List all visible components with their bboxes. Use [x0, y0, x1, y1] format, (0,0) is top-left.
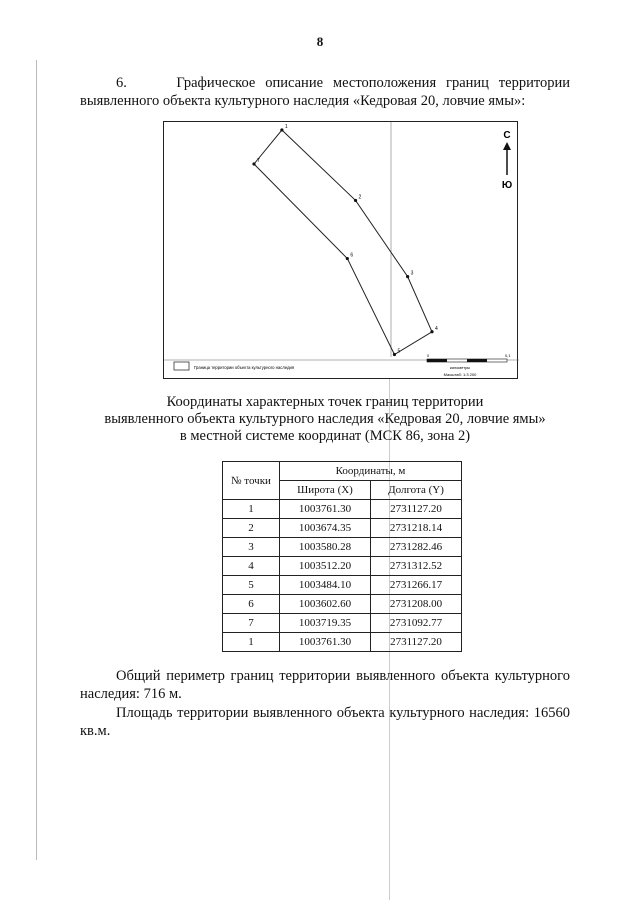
header-latitude: Широта (X): [280, 481, 371, 500]
section-title: Графическое описание местоположения границ территории выявленного объекта культурного наследия «Кедровая 20, ловчие ямы»:: [80, 75, 571, 109]
table-row: [223, 519, 462, 538]
cell-point: 4: [223, 557, 280, 576]
north-label: С: [503, 130, 511, 141]
scale-start: 0: [427, 353, 430, 358]
section-number: 6.: [116, 75, 127, 91]
boundary-point: [406, 275, 409, 278]
cell-point: 1: [223, 500, 280, 519]
caption-line-2: выявленного объекта культурного наследия «Кедровая 20, ловчие ямы»: [104, 411, 546, 427]
cell-x: 1003580.28: [280, 538, 371, 557]
cell-x: 1003602.60: [280, 595, 371, 614]
legend-label: Граница территории объекта культурного наследия: [194, 365, 295, 370]
boundary-map: [163, 121, 518, 379]
boundary-points: [252, 124, 438, 356]
boundary-point-label: 6: [350, 252, 354, 259]
section-heading: [80, 74, 570, 110]
table-row: [223, 576, 462, 595]
header-point-number: № точки: [223, 462, 280, 500]
table-row: [223, 633, 462, 652]
header-coordinates: Координаты, м: [280, 462, 462, 481]
page-number: 8: [316, 34, 324, 49]
boundary-point: [252, 162, 255, 165]
table-caption: [60, 394, 590, 445]
boundary-polygon: [254, 130, 432, 355]
boundary-point-label: 2: [358, 194, 362, 201]
table-row: [223, 557, 462, 576]
legend-swatch: [174, 362, 189, 370]
header-longitude: Долгота (Y): [371, 481, 462, 500]
cell-y: 2731092.77: [371, 614, 462, 633]
boundary-point: [280, 128, 283, 131]
boundary-point: [430, 330, 433, 333]
cell-point: 1: [223, 633, 280, 652]
scale-unit: километры: [449, 365, 471, 370]
cell-point: 2: [223, 519, 280, 538]
cell-point: 5: [223, 576, 280, 595]
north-arrow-icon: [502, 130, 512, 191]
cell-x: 1003761.30: [280, 633, 371, 652]
boundary-point: [393, 353, 396, 356]
cell-y: 2731282.46: [371, 538, 462, 557]
cell-x: 1003484.10: [280, 576, 371, 595]
scan-margin-line: [36, 60, 37, 860]
caption-line-1: Координаты характерных точек границ территории: [166, 394, 484, 410]
scale-bar: [427, 353, 511, 377]
scale-end: 0,1: [505, 353, 511, 358]
perimeter-paragraph: [80, 667, 570, 703]
table-row: [223, 500, 462, 519]
south-label: Ю: [501, 180, 513, 191]
area-text: Площадь территории выявленного объекта культурного наследия: 16560 кв.м.: [80, 705, 570, 739]
boundary-point: [346, 257, 349, 260]
cell-point: 6: [223, 595, 280, 614]
boundary-point-label: 3: [410, 270, 414, 277]
cell-x: 1003761.30: [280, 500, 371, 519]
boundary-point-label: 4: [434, 325, 438, 332]
cell-x: 1003674.35: [280, 519, 371, 538]
cell-y: 2731127.20: [371, 500, 462, 519]
table-row: [223, 595, 462, 614]
perimeter-text: Общий периметр границ территории выявленного объекта культурного наследия: 716 м.: [80, 668, 570, 702]
scale-ratio: Масштаб: 1:3 200: [443, 372, 477, 377]
map-legend: [174, 362, 294, 370]
cell-x: 1003719.35: [280, 614, 371, 633]
table-row: [223, 614, 462, 633]
cell-y: 2731266.17: [371, 576, 462, 595]
cell-y: 2731312.52: [371, 557, 462, 576]
boundary-point-label: 1: [284, 124, 288, 130]
cell-y: 2731218.14: [371, 519, 462, 538]
cell-x: 1003512.20: [280, 557, 371, 576]
cell-y: 2731208.00: [371, 595, 462, 614]
area-paragraph: [80, 704, 570, 740]
cell-y: 2731127.20: [371, 633, 462, 652]
coordinates-table: [222, 461, 462, 652]
boundary-point-label: 7: [257, 157, 260, 164]
boundary-point-label: 5: [397, 348, 401, 355]
boundary-map-svg: [164, 122, 519, 380]
table-row: [223, 538, 462, 557]
boundary-point: [354, 199, 357, 202]
cell-point: 7: [223, 614, 280, 633]
caption-line-3: в местной системе координат (МСК 86, зона 2): [179, 428, 471, 444]
cell-point: 3: [223, 538, 280, 557]
